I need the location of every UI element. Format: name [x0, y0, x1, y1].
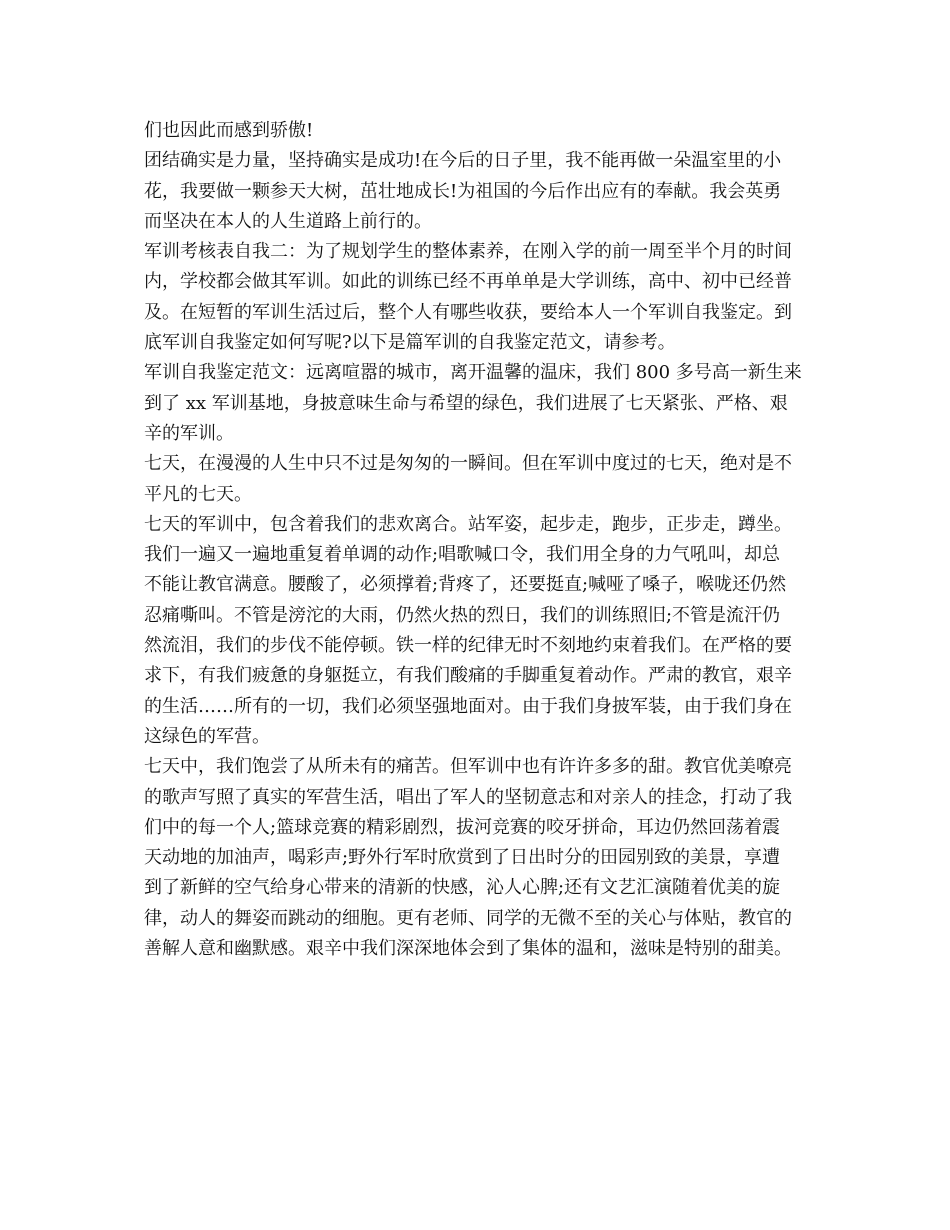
- text-line: 的生活……所有的一切，我们必须坚强地面对。由于我们身披军装，由于我们身在: [144, 695, 792, 717]
- text-line: 然流泪，我们的步伐不能停顿。铁一样的纪律无时不刻地约束着我们。在严格的要: [144, 635, 792, 657]
- text-line: 忍痛嘶叫。不管是滂沱的大雨，仍然火热的烈日，我们的训练照旧;不管是流汗仍: [144, 604, 781, 626]
- text-line: 们也因此而感到骄傲!: [144, 120, 314, 141]
- text-line: 不能让教官满意。腰酸了，必须撑着;背疼了，还要挺直;喊哑了嗓子，喉咙还仍然: [144, 574, 787, 596]
- text-line: 平凡的七天。: [144, 483, 252, 505]
- text-line: 的歌声写照了真实的军营生活，唱出了军人的坚韧意志和对亲人的挂念，打动了我: [144, 786, 792, 808]
- text-line: 七天的军训中，包含着我们的悲欢离合。站军姿，起步走，跑步，正步走，蹲坐。: [144, 513, 792, 535]
- text-line: 律，动人的舞姿而跳动的细胞。更有老师、同学的无微不至的关心与体贴，教官的: [144, 907, 792, 929]
- text-line: 团结确实是力量，坚持确实是成功!在今后的日子里，我不能再做一朵温室里的小: [144, 150, 782, 172]
- text-line: 到了 xx 军训基地，身披意味生命与希望的绿色，我们进展了七天紧张、严格、艰: [144, 392, 788, 414]
- text-line: 花，我要做一颗参天大树，茁壮地成长!为祖国的今后作出应有的奉献。我会英勇: [144, 180, 782, 202]
- text-line: 七天，在漫漫的人生中只不过是匆匆的一瞬间。但在军训中度过的七天，绝对是不: [144, 453, 792, 475]
- text-line: 而坚决在本人的人生道路上前行的。: [144, 210, 432, 232]
- text-line: 军训考核表自我二：为了规划学生的整体素养，在刚入学的前一周至半个月的时间: [144, 241, 792, 263]
- text-line: 七天中，我们饱尝了从所未有的痛苦。但军训中也有许许多多的甜。教官优美嘹亮: [144, 756, 792, 778]
- text-line: 底军训自我鉴定如何写呢?以下是篇军训的自我鉴定范文，请参考。: [144, 332, 676, 354]
- text-line: 善解人意和幽默感。艰辛中我们深深地体会到了集体的温和，滋味是特别的甜美。: [144, 938, 792, 960]
- text-line: 天动地的加油声，喝彩声;野外行军时欣赏到了日出时分的田园别致的美景，享遭: [144, 847, 781, 869]
- text-line: 辛的军训。: [144, 422, 234, 444]
- body-text: [144, 116, 814, 964]
- text-line: 军训自我鉴定范文：远离喧嚣的城市，离开温馨的温床，我们 800 多号高一新生来: [144, 362, 802, 384]
- text-line: 及。在短暂的军训生活过后，整个人有哪些收获，要给本人一个军训自我鉴定。到: [144, 301, 792, 323]
- text-line: 到了新鲜的空气给身心带来的清新的快感，沁人心脾;还有文艺汇演随着优美的旋: [144, 877, 781, 899]
- text-line: 我们一遍又一遍地重复着单调的动作;唱歌喊口令，我们用全身的力气吼叫，却总: [144, 544, 781, 566]
- text-line: 这绿色的军营。: [144, 725, 270, 747]
- text-line: 内，学校都会做其军训。如此的训练已经不再单单是大学训练，高中、初中已经普: [144, 271, 792, 293]
- text-line: 们中的每一个人;篮球竞赛的精彩剧烈，拔河竞赛的咬牙拼命，耳边仍然回荡着震: [144, 816, 781, 838]
- text-line: 求下，有我们疲惫的身躯挺立，有我们酸痛的手脚重复着动作。严肃的教官，艰辛: [144, 665, 792, 687]
